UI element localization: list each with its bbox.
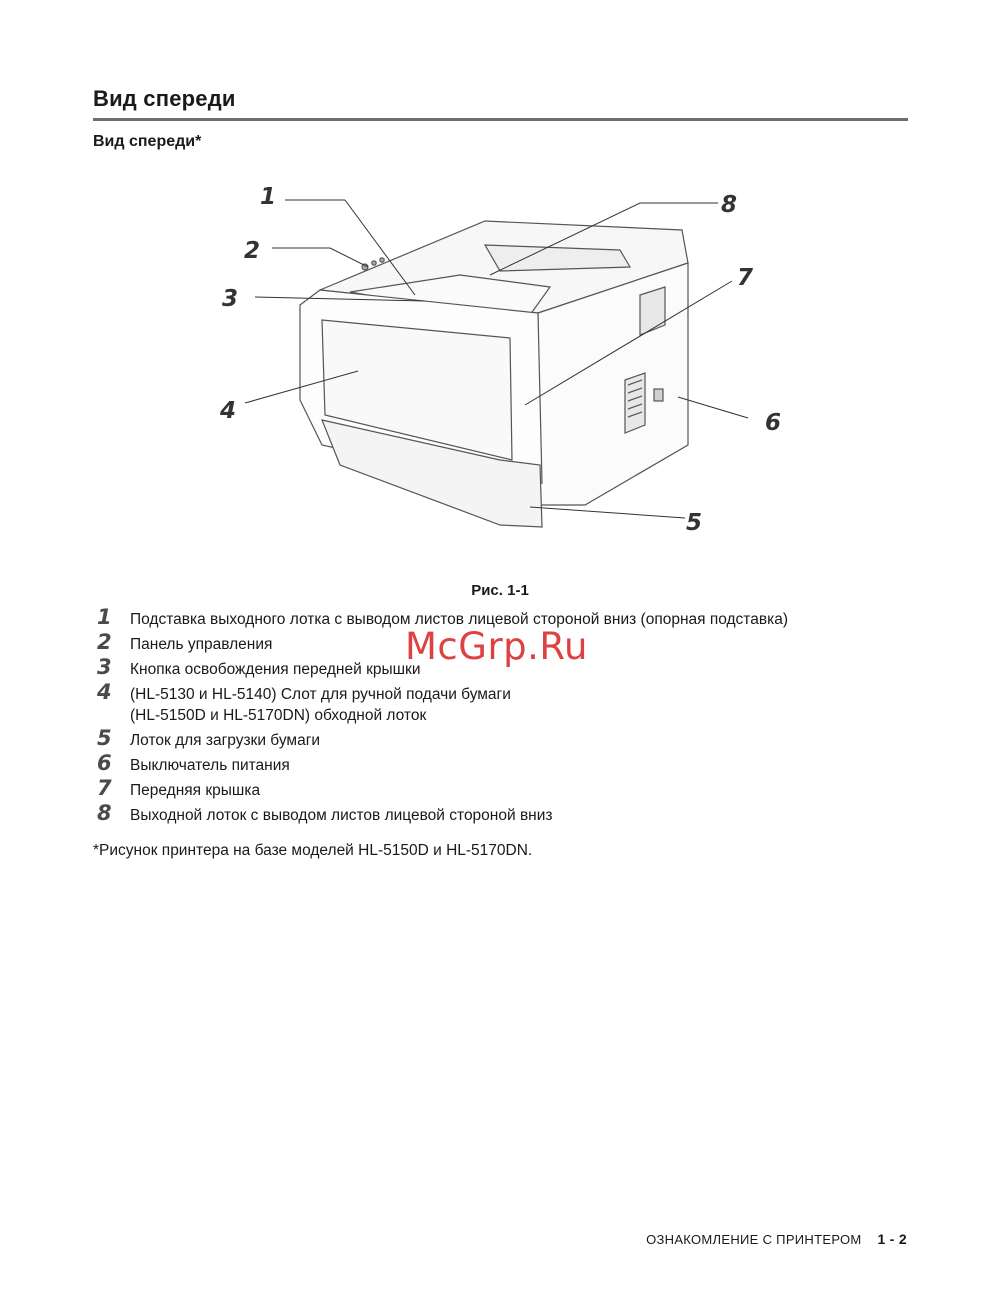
- printer-illustration: [200, 175, 820, 550]
- legend-item: [97, 777, 957, 801]
- callout-1: 1: [260, 184, 277, 210]
- legend-number: 4: [97, 680, 112, 704]
- legend-number: 6: [97, 751, 112, 775]
- legend-number: 8: [97, 801, 112, 825]
- legend-text: Кнопка освобождения передней крышки: [130, 661, 421, 678]
- callout-3: 3: [222, 286, 239, 312]
- power-switch: [654, 389, 663, 401]
- legend-item: [97, 802, 957, 826]
- callout-4: 4: [220, 398, 237, 424]
- legend-item: [97, 727, 957, 751]
- legend-text: Выходной лоток с выводом листов лицевой стороной вниз: [130, 807, 553, 824]
- callout-7: 7: [737, 265, 754, 291]
- watermark: McGrp.Ru: [405, 625, 588, 668]
- legend-item: [97, 752, 957, 776]
- figure-caption: Рис. 1-1: [471, 582, 529, 599]
- footnote: *Рисунок принтера на базе моделей HL-5150D и HL-5170DN.: [93, 842, 533, 859]
- legend-item: [97, 681, 957, 726]
- page-footer: [646, 1231, 907, 1247]
- callout-5: 5: [686, 510, 703, 536]
- legend-text: Выключатель питания: [130, 757, 290, 774]
- legend-text: Передняя крышка: [130, 782, 261, 799]
- callout-8: 8: [721, 192, 738, 218]
- legend-number: 2: [97, 630, 112, 654]
- legend-number: 7: [97, 776, 112, 800]
- legend-text-line2: (HL-5150D и HL-5170DN) обходной лоток: [130, 707, 427, 724]
- legend-number: 3: [97, 655, 112, 679]
- legend-number: 1: [97, 605, 112, 629]
- legend-number: 5: [97, 726, 112, 750]
- legend-text: Подставка выходного лотка с выводом листов лицевой стороной вниз (опорная подставка): [130, 611, 788, 628]
- legend-text: (HL-5130 и HL-5140) Слот для ручной подачи бумаги: [130, 686, 511, 703]
- printer-figure: [200, 175, 820, 550]
- page-number: 1 - 2: [877, 1231, 907, 1247]
- callout-6: 6: [765, 410, 782, 436]
- legend-text: Панель управления: [130, 636, 273, 653]
- legend-text: Лоток для загрузки бумаги: [130, 732, 321, 749]
- page-title: Вид спереди: [93, 86, 236, 111]
- section-title: Вид спереди*: [93, 133, 202, 150]
- callout-2: 2: [244, 238, 261, 264]
- title-divider: [93, 118, 908, 121]
- footer-chapter: ОЗНАКОМЛЕНИЕ С ПРИНТЕРОМ: [646, 1232, 862, 1247]
